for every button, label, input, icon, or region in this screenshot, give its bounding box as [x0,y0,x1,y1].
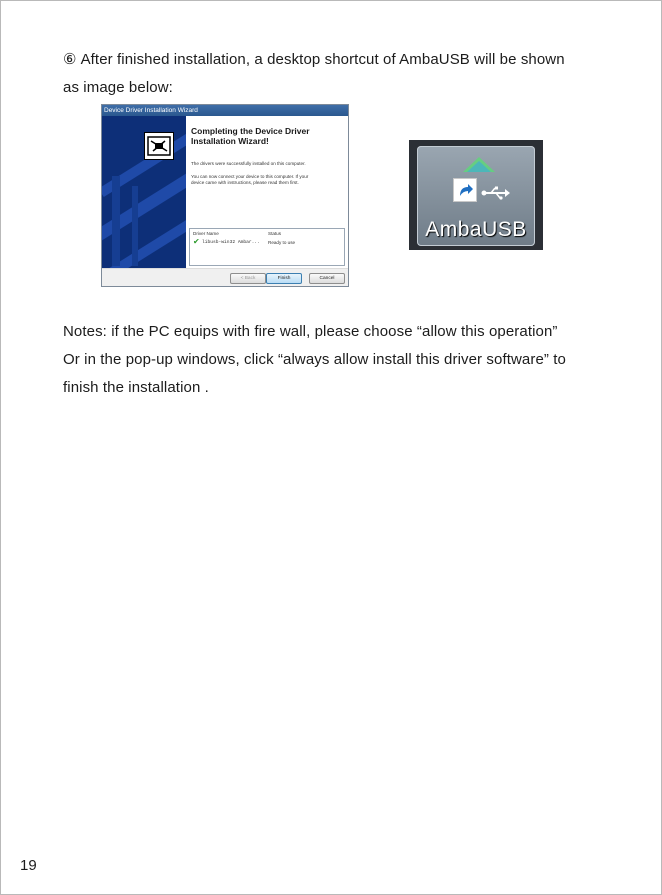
notes-line2: Or in the pop-up windows, click “always allow install this driver software” to [63,351,566,368]
wizard-message-connect-1: You can now connect your device to this computer. If your [191,174,309,179]
driver-wizard-screenshot [101,104,349,287]
check-icon: ✔ [193,237,200,246]
hardware-icon [144,132,174,160]
driver-status-table [189,228,345,266]
notes-line3: finish the installation . [63,379,209,396]
shortcut-label: AmbaUSB [425,218,527,241]
wizard-title-bar [102,105,348,116]
notes-line1: Notes: if the PC equips with fire wall, please choose “allow this operation” [63,323,558,340]
finish-button[interactable]: Finish [266,273,302,284]
wizard-message-success: The drivers were successfully installed on this computer. [191,161,306,166]
wizard-sidebar [102,116,186,268]
page-number: 19 [20,857,37,874]
usb-symbol-icon [481,186,511,200]
wizard-heading-line2: Installation Wizard! [191,136,269,146]
wizard-heading-line1: Completing the Device Driver [191,126,310,136]
step-text: After finished installation, a desktop shortcut of AmbaUSB will be shown [80,51,565,68]
table-header-status: Status [268,231,282,236]
desktop-shortcut-screenshot [409,140,543,250]
wizard-title-text: Device Driver Installation Wizard [104,107,198,114]
wizard-message-connect-2: device came with instructions, please read them first. [191,180,299,185]
shortcut-arrow-icon [453,178,477,202]
wizard-footer [102,268,348,287]
cancel-button[interactable]: Cancel [309,273,345,284]
table-header-driver: Driver Name [193,231,219,236]
ambausb-shortcut[interactable] [417,146,535,246]
step-6-line2: as image below: [63,79,173,96]
step-marker: ⑥ [63,51,77,68]
table-cell-driver: libusb-win32 Ambar... [202,240,260,245]
back-button[interactable]: < Back [230,273,266,284]
usb-triangle-icon [461,156,497,174]
wizard-content [186,116,348,268]
table-cell-status: Ready to use [268,240,296,245]
step-6-line1 [63,51,565,69]
